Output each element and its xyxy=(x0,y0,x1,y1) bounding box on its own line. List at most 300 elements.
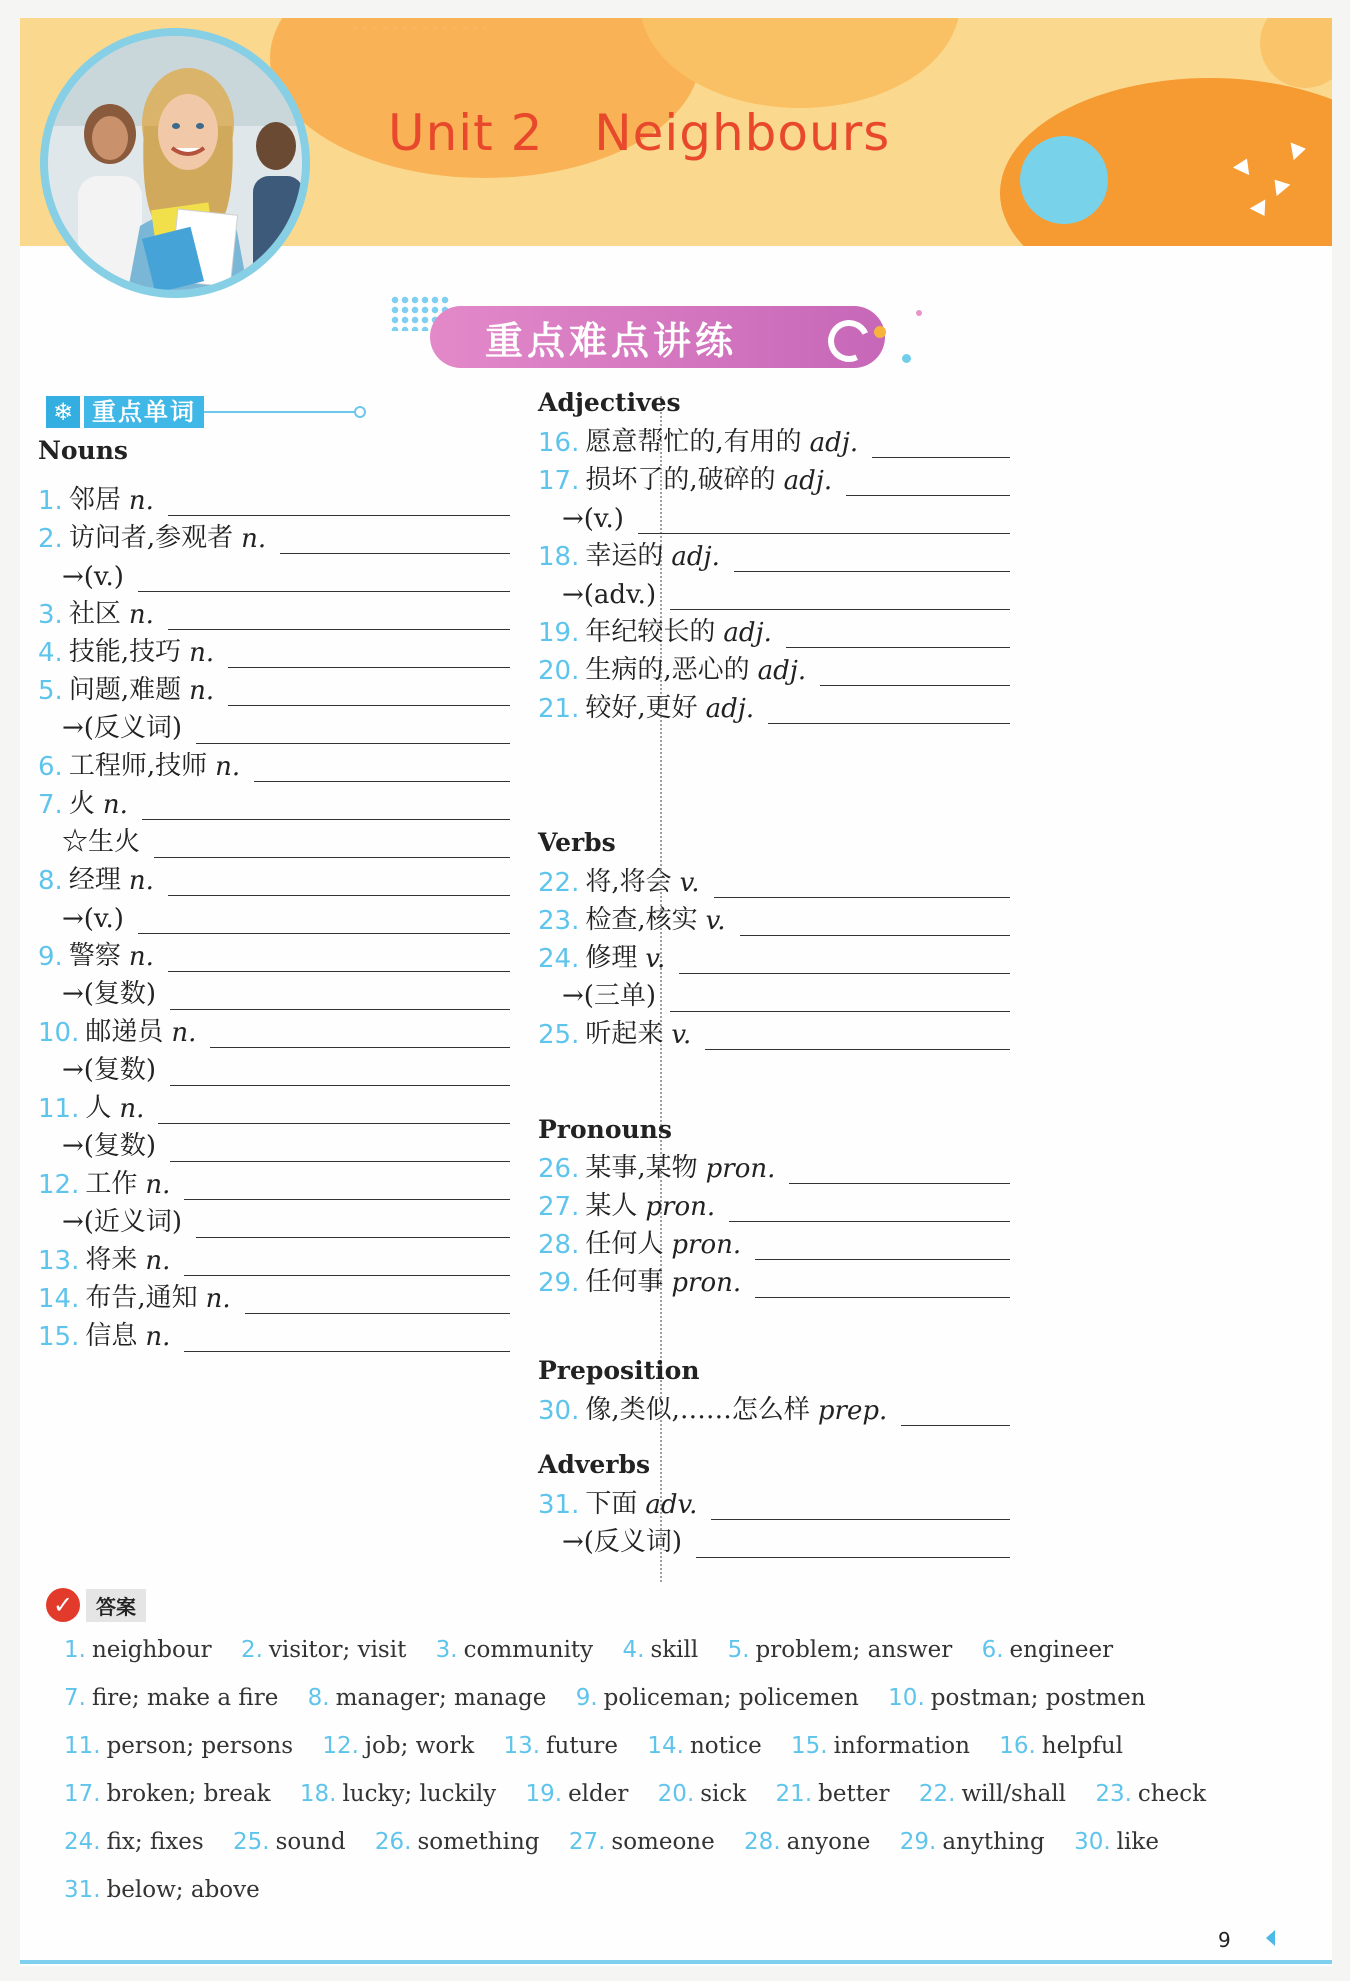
answer-blank[interactable] xyxy=(170,1055,510,1086)
vocab-item xyxy=(38,932,510,972)
answer-item xyxy=(503,1733,618,1759)
item-number: 29. xyxy=(538,1268,580,1298)
vocab-item xyxy=(538,456,1010,496)
decor-dot xyxy=(874,326,886,338)
item-part-of-speech: pron. xyxy=(671,1268,742,1298)
answer-text: community xyxy=(463,1637,594,1663)
category-verbs: Verbs xyxy=(538,828,616,857)
vocab-item xyxy=(38,514,510,554)
answers-block xyxy=(64,1626,1304,1914)
answer-item xyxy=(791,1733,970,1759)
answer-text: problem; answer xyxy=(755,1637,953,1663)
vocab-item xyxy=(538,1144,1010,1184)
page-number: 9 xyxy=(1218,1928,1231,1952)
answer-text: someone xyxy=(611,1829,715,1855)
answer-number: 22. xyxy=(918,1781,956,1807)
item-part-of-speech: n. xyxy=(145,1170,171,1200)
vocab-item xyxy=(538,532,1010,572)
answer-text: neighbour xyxy=(91,1637,212,1663)
item-meaning: 任何人 xyxy=(585,1229,664,1259)
item-number: 7. xyxy=(38,790,63,820)
answer-blank[interactable] xyxy=(705,1019,1010,1050)
answer-number: 11. xyxy=(64,1733,101,1759)
item-number: 24. xyxy=(538,944,580,974)
answer-text: notice xyxy=(689,1733,762,1759)
item-meaning: 愿意帮忙的,有用的 xyxy=(585,427,802,457)
vocab-item xyxy=(38,476,510,516)
answer-number: 28. xyxy=(744,1829,781,1855)
answer-number: 31. xyxy=(64,1877,101,1903)
item-meaning: 损坏了的,破碎的 xyxy=(585,465,776,495)
item-meaning: 听起来 xyxy=(585,1019,664,1049)
answer-item xyxy=(64,1877,260,1903)
answer-blank[interactable] xyxy=(696,1527,1010,1558)
answer-number: 7. xyxy=(64,1685,86,1711)
answer-blank[interactable] xyxy=(184,1321,510,1352)
answer-number: 4. xyxy=(622,1637,645,1663)
answer-number: 17. xyxy=(64,1781,101,1807)
answer-item xyxy=(436,1637,594,1663)
item-number: 19. xyxy=(538,618,580,648)
item-part-of-speech: n. xyxy=(241,524,267,554)
vocab-item xyxy=(538,1258,1010,1298)
answer-number: 9. xyxy=(575,1685,598,1711)
answer-item xyxy=(776,1781,890,1807)
answer-blank[interactable] xyxy=(154,827,510,858)
item-number: 6. xyxy=(38,752,63,782)
answer-item xyxy=(300,1781,496,1807)
answer-blank[interactable] xyxy=(670,579,1010,610)
vocab-sub-item xyxy=(562,1518,1010,1558)
answer-blank[interactable] xyxy=(170,979,510,1010)
answer-text: postman; postmen xyxy=(930,1685,1146,1711)
answer-number: 23. xyxy=(1095,1781,1132,1807)
item-meaning: →(v.) xyxy=(62,562,124,592)
answer-blank[interactable] xyxy=(740,905,1011,936)
item-meaning: 检查,核实 xyxy=(585,905,698,935)
vocab-sub-item xyxy=(62,894,510,934)
item-part-of-speech: adj. xyxy=(705,694,755,724)
answer-number: 20. xyxy=(657,1781,695,1807)
vocab-item xyxy=(38,1274,510,1314)
key-words-label: 重点单词 xyxy=(84,396,204,428)
vocab-item xyxy=(538,684,1010,724)
answer-blank[interactable] xyxy=(254,751,510,782)
answer-number: 10. xyxy=(888,1685,925,1711)
item-meaning: 信息 xyxy=(85,1321,138,1351)
students-photo xyxy=(40,28,310,298)
item-number: 1. xyxy=(38,486,63,516)
answer-item xyxy=(64,1829,204,1855)
vocab-sub-item xyxy=(62,818,510,858)
item-number: 11. xyxy=(38,1094,80,1124)
answer-number: 14. xyxy=(647,1733,684,1759)
section-title-text: 重点难点讲练 xyxy=(485,318,738,363)
answer-item xyxy=(744,1829,870,1855)
item-meaning: 某人 xyxy=(585,1191,638,1221)
answer-text: broken; break xyxy=(106,1781,271,1807)
item-number: 14. xyxy=(38,1284,80,1314)
item-number: 18. xyxy=(538,542,580,572)
answer-item xyxy=(919,1781,1066,1807)
vocab-item xyxy=(38,1160,510,1200)
item-number: 23. xyxy=(538,906,580,936)
answer-item xyxy=(64,1685,278,1711)
item-meaning: 问题,难题 xyxy=(68,675,182,705)
vocab-sub-item xyxy=(62,704,510,744)
item-number: 26. xyxy=(538,1154,580,1184)
answer-blank[interactable] xyxy=(638,503,1010,534)
item-meaning: 火 xyxy=(68,789,95,819)
item-meaning: 工作 xyxy=(85,1169,138,1199)
answer-text: person; persons xyxy=(106,1733,294,1759)
answer-blank[interactable] xyxy=(168,485,510,516)
answer-number: 26. xyxy=(374,1829,412,1855)
item-meaning: 社区 xyxy=(68,599,121,629)
answer-item xyxy=(888,1685,1145,1711)
item-meaning: 工程师,技师 xyxy=(68,751,208,781)
vocab-sub-item xyxy=(562,494,1010,534)
answer-item xyxy=(647,1733,761,1759)
decor-dot xyxy=(902,354,911,363)
item-number: 5. xyxy=(38,676,63,706)
vocab-item xyxy=(538,1386,1010,1426)
item-part-of-speech: n. xyxy=(189,676,215,706)
category-adjectives: Adjectives xyxy=(538,388,681,417)
key-words-tag xyxy=(46,396,366,428)
decor-circle xyxy=(1260,18,1332,88)
answer-text: lucky; luckily xyxy=(342,1781,497,1807)
answer-text: check xyxy=(1137,1781,1207,1807)
answer-number: 19. xyxy=(525,1781,563,1807)
item-meaning: 经理 xyxy=(68,865,121,895)
answer-text: policeman; policemen xyxy=(603,1685,859,1711)
answer-number: 18. xyxy=(299,1781,337,1807)
answer-blank[interactable] xyxy=(786,617,1010,648)
answer-number: 21. xyxy=(775,1781,813,1807)
item-number: 9. xyxy=(38,942,63,972)
answer-text: skill xyxy=(650,1637,699,1663)
category-pronouns: Pronouns xyxy=(538,1115,672,1144)
vocab-item xyxy=(538,1220,1010,1260)
vocab-item xyxy=(38,856,510,896)
answer-text: information xyxy=(833,1733,970,1759)
item-meaning: 年纪较长的 xyxy=(585,617,716,647)
answer-blank[interactable] xyxy=(789,1153,1010,1184)
answer-text: will/shall xyxy=(961,1781,1066,1807)
answer-blank[interactable] xyxy=(820,655,1010,686)
item-part-of-speech: n. xyxy=(102,790,128,820)
item-part-of-speech: pron. xyxy=(705,1154,776,1184)
vocab-item xyxy=(538,646,1010,686)
vocab-item xyxy=(38,1008,510,1048)
answer-text: helpful xyxy=(1041,1733,1123,1759)
item-part-of-speech: prep. xyxy=(817,1396,888,1426)
item-part-of-speech: v. xyxy=(645,944,666,974)
answer-blank[interactable] xyxy=(901,1395,1010,1426)
answer-number: 25. xyxy=(233,1829,270,1855)
item-meaning: 修理 xyxy=(585,943,638,973)
answer-item xyxy=(322,1733,474,1759)
item-part-of-speech: adj. xyxy=(757,656,807,686)
item-part-of-speech: pron. xyxy=(645,1192,716,1222)
item-meaning: →(adv.) xyxy=(562,580,657,610)
item-number: 12. xyxy=(38,1170,80,1200)
answer-blank[interactable] xyxy=(228,675,510,706)
answer-blank[interactable] xyxy=(196,1207,510,1238)
answer-text: sound xyxy=(275,1829,346,1855)
answer-blank[interactable] xyxy=(872,427,1010,458)
unit-title xyxy=(388,104,890,162)
decor-dot xyxy=(916,310,922,316)
answer-text: sick xyxy=(700,1781,747,1807)
item-part-of-speech: v. xyxy=(705,906,726,936)
answer-blank[interactable] xyxy=(711,1489,1010,1520)
answer-text: job; work xyxy=(364,1733,475,1759)
answer-blank[interactable] xyxy=(168,599,510,630)
answer-blank[interactable] xyxy=(714,867,1011,898)
item-meaning: 邮递员 xyxy=(85,1017,164,1047)
answer-blank[interactable] xyxy=(168,941,510,972)
item-number: 3. xyxy=(38,600,63,630)
answer-blank[interactable] xyxy=(184,1245,510,1276)
item-number: 20. xyxy=(538,656,580,686)
answer-text: fix; fixes xyxy=(106,1829,204,1855)
item-part-of-speech: n. xyxy=(215,752,241,782)
answer-text: better xyxy=(818,1781,890,1807)
item-part-of-speech: n. xyxy=(128,866,154,896)
answer-blank[interactable] xyxy=(170,1131,510,1162)
item-number: 30. xyxy=(538,1396,580,1426)
answer-blank[interactable] xyxy=(280,523,510,554)
answer-blank[interactable] xyxy=(196,713,510,744)
answer-item xyxy=(658,1781,747,1807)
item-number: 31. xyxy=(538,1490,580,1520)
answer-blank[interactable] xyxy=(168,865,510,896)
item-meaning: →(v.) xyxy=(562,504,624,534)
item-meaning: 生病的,恶心的 xyxy=(585,655,750,685)
item-meaning: 访问者,参观者 xyxy=(68,523,234,553)
answer-number: 16. xyxy=(999,1733,1036,1759)
item-meaning: →(反义词) xyxy=(62,713,183,743)
vocab-item xyxy=(38,666,510,706)
item-part-of-speech: n. xyxy=(171,1018,197,1048)
decor-circle xyxy=(1020,136,1108,224)
answer-item xyxy=(64,1637,212,1663)
tag-line xyxy=(204,411,354,413)
answer-item xyxy=(375,1829,540,1855)
vocab-sub-item xyxy=(62,1046,510,1086)
item-meaning: 较好,更好 xyxy=(585,693,698,723)
vocab-item xyxy=(538,896,1010,936)
answer-blank[interactable] xyxy=(768,693,1010,724)
answer-text: future xyxy=(546,1733,619,1759)
vocab-item xyxy=(538,858,1010,898)
tag-end-circle xyxy=(354,406,366,418)
vocab-item xyxy=(38,628,510,668)
section-title xyxy=(430,306,885,368)
answer-text: manager; manage xyxy=(335,1685,547,1711)
item-part-of-speech: n. xyxy=(128,486,154,516)
item-meaning: 幸运的 xyxy=(585,541,664,571)
item-number: 21. xyxy=(538,694,580,724)
vocab-item xyxy=(538,1010,1010,1050)
item-part-of-speech: n. xyxy=(119,1094,145,1124)
item-meaning: →(复数) xyxy=(62,979,157,1009)
item-number: 25. xyxy=(538,1020,580,1050)
vocab-item xyxy=(38,1312,510,1352)
answer-number: 27. xyxy=(568,1829,606,1855)
answer-number: 29. xyxy=(899,1829,937,1855)
answer-item xyxy=(622,1637,698,1663)
item-meaning: 下面 xyxy=(585,1489,638,1519)
item-part-of-speech: n. xyxy=(145,1246,171,1276)
footer-line xyxy=(20,1960,1332,1964)
answer-item xyxy=(308,1685,547,1711)
vocab-item xyxy=(538,934,1010,974)
vocab-item xyxy=(538,608,1010,648)
answer-item xyxy=(64,1781,271,1807)
answer-item xyxy=(982,1637,1114,1663)
vocab-sub-item xyxy=(62,970,510,1010)
item-part-of-speech: n. xyxy=(145,1322,171,1352)
vocab-item xyxy=(538,1182,1010,1222)
item-part-of-speech: n. xyxy=(128,600,154,630)
answer-number: 13. xyxy=(503,1733,541,1759)
answer-blank[interactable] xyxy=(142,789,510,820)
snowflake-icon: ❄ xyxy=(46,396,80,428)
item-number: 4. xyxy=(38,638,63,668)
item-part-of-speech: adj. xyxy=(723,618,772,648)
answer-item xyxy=(576,1685,859,1711)
answer-blank[interactable] xyxy=(158,1093,510,1124)
item-part-of-speech: n. xyxy=(189,638,215,668)
answer-text: fire; make a fire xyxy=(91,1685,279,1711)
answer-number: 12. xyxy=(322,1733,359,1759)
answer-item xyxy=(241,1637,406,1663)
item-number: 2. xyxy=(38,524,63,554)
answer-blank[interactable] xyxy=(729,1191,1010,1222)
item-part-of-speech: adj. xyxy=(671,542,720,572)
answer-item xyxy=(999,1733,1123,1759)
answers-heading xyxy=(46,1588,146,1622)
workbook-page xyxy=(20,18,1332,1966)
unit-number: Unit 2 xyxy=(388,104,544,162)
vocab-item xyxy=(538,418,1010,458)
item-number: 28. xyxy=(538,1230,580,1260)
answer-number: 6. xyxy=(981,1637,1004,1663)
answer-item xyxy=(569,1829,715,1855)
answer-text: engineer xyxy=(1009,1637,1114,1663)
item-meaning: 邻居 xyxy=(68,485,121,515)
answer-blank[interactable] xyxy=(138,903,510,934)
item-number: 10. xyxy=(38,1018,80,1048)
vocab-sub-item xyxy=(562,972,1010,1012)
answer-item xyxy=(233,1829,346,1855)
answer-blank[interactable] xyxy=(755,1267,1010,1298)
item-number: 15. xyxy=(38,1322,80,1352)
checkmark-icon: ✓ xyxy=(46,1588,80,1622)
answer-number: 3. xyxy=(435,1637,458,1663)
vocab-item xyxy=(38,1236,510,1276)
answer-item xyxy=(525,1781,628,1807)
answer-text: elder xyxy=(568,1781,629,1807)
item-meaning: 将,将会 xyxy=(585,867,672,897)
answer-blank[interactable] xyxy=(734,541,1010,572)
answer-number: 15. xyxy=(791,1733,828,1759)
item-part-of-speech: adj. xyxy=(809,428,859,458)
answer-blank[interactable] xyxy=(755,1229,1010,1260)
item-meaning: ☆生火 xyxy=(62,827,141,857)
vocab-item xyxy=(538,1480,1010,1520)
item-meaning: →(复数) xyxy=(62,1055,157,1085)
vocab-sub-item xyxy=(562,570,1010,610)
item-number: 27. xyxy=(538,1192,580,1222)
vocab-item xyxy=(38,590,510,630)
answer-blank[interactable] xyxy=(679,943,1010,974)
answer-text: like xyxy=(1116,1829,1159,1855)
answer-item xyxy=(1074,1829,1159,1855)
item-meaning: 任何事 xyxy=(585,1267,664,1297)
answer-text: something xyxy=(417,1829,540,1855)
vocab-sub-item xyxy=(62,552,510,592)
answer-text: anything xyxy=(942,1829,1045,1855)
item-number: 22. xyxy=(538,868,580,898)
item-meaning: →(三单) xyxy=(562,981,657,1011)
vocab-item xyxy=(38,742,510,782)
answer-blank[interactable] xyxy=(210,1017,510,1048)
item-meaning: →(v.) xyxy=(62,904,124,934)
answer-number: 5. xyxy=(727,1637,750,1663)
answer-text: below; above xyxy=(106,1877,260,1903)
answer-number: 8. xyxy=(307,1685,330,1711)
answer-item xyxy=(1095,1781,1206,1807)
item-part-of-speech: adj. xyxy=(783,466,833,496)
item-meaning: 布告,通知 xyxy=(85,1283,198,1313)
item-meaning: 某事,某物 xyxy=(585,1153,698,1183)
answer-blank[interactable] xyxy=(184,1169,510,1200)
item-number: 16. xyxy=(538,428,580,458)
item-part-of-speech: adv. xyxy=(645,1490,698,1520)
category-preposition: Preposition xyxy=(538,1356,700,1385)
item-part-of-speech: pron. xyxy=(671,1230,742,1260)
page-arrow-icon xyxy=(1266,1930,1275,1946)
item-meaning: →(反义词) xyxy=(562,1527,683,1557)
answer-item xyxy=(64,1733,293,1759)
item-meaning: →(复数) xyxy=(62,1131,157,1161)
answer-blank[interactable] xyxy=(670,981,1010,1012)
item-part-of-speech: n. xyxy=(128,942,154,972)
item-meaning: 警察 xyxy=(68,941,121,971)
vocab-item xyxy=(38,780,510,820)
answer-text: anyone xyxy=(786,1829,871,1855)
answer-number: 30. xyxy=(1074,1829,1111,1855)
vocab-sub-item xyxy=(62,1198,510,1238)
answer-text: visitor; visit xyxy=(268,1637,407,1663)
answer-blank[interactable] xyxy=(245,1283,510,1314)
answer-blank[interactable] xyxy=(228,637,510,668)
item-meaning: →(近义词) xyxy=(62,1207,183,1237)
answer-blank[interactable] xyxy=(138,561,510,592)
category-adverbs: Adverbs xyxy=(538,1450,651,1479)
item-part-of-speech: v. xyxy=(679,868,700,898)
item-number: 17. xyxy=(538,466,580,496)
item-meaning: 技能,技巧 xyxy=(68,637,182,667)
decor-triangle xyxy=(1291,140,1308,160)
answer-blank[interactable] xyxy=(846,465,1010,496)
item-number: 8. xyxy=(38,866,63,896)
item-meaning: 人 xyxy=(85,1093,112,1123)
